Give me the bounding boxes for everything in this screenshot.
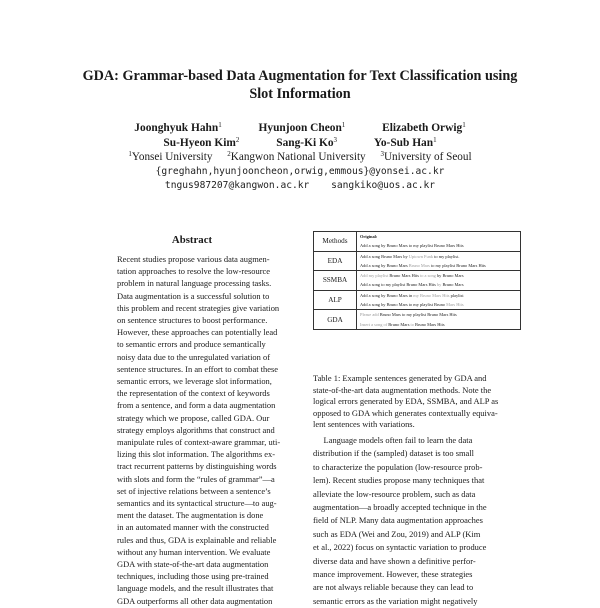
intro-line: field of NLP. Many data augmentation approaches: [313, 515, 483, 526]
abstract-line: on sentence structures to boost performance.: [117, 315, 268, 326]
intro-line: augmentation—a broadly accepted technique in the: [313, 502, 487, 513]
abstract-line: problem in natural language processing tasks.: [117, 278, 272, 289]
intro-line: are not always reliable because they can lead to: [313, 582, 474, 593]
example-sentence: Add a song Bruno Mars by Uptown Funk to my playlist.: [360, 253, 460, 259]
example-sentence: Add a song by Bruno Mars to my playlist Bruno Mars Hits: [360, 302, 464, 308]
abstract-line: strategy employs algorithms that construct and: [117, 424, 275, 435]
intro-line: diverse data and have shown a definitive perfor-: [313, 555, 476, 566]
table-caption: [313, 373, 523, 431]
authors-row-2: [0, 136, 600, 149]
abstract-line: without any human intervention. We evaluate: [117, 546, 271, 557]
abstract-line: lizing this slot information. The algorithms ex-: [117, 449, 276, 460]
caption-line: logical errors generated by EDA, SSMBA, and ALP as: [313, 396, 499, 406]
table-header-row: [314, 232, 521, 252]
abstract-line: strategy which we propose, called GDA. Our: [117, 412, 270, 423]
example-sentence: Add a song to my playlist Bruno Mars Hits by Bruno Mars: [360, 282, 464, 288]
intro-line: such as EDA (Wei and Zou, 2019) and ALP (Kim: [313, 528, 481, 539]
email: tngus987207@kangwon.ac.kr: [164, 180, 310, 191]
abstract-line: Data augmentation is a successful solution to: [117, 290, 270, 301]
abstract-line: this problem and recent strategies give variation: [117, 302, 280, 313]
abstract-line: GDA with state-of-the-art data augmentation: [117, 559, 269, 570]
intro-line: mance improvement. However, these strategies: [313, 569, 473, 580]
abstract-line: tract recurrent patterns by distinguishing words: [117, 461, 277, 472]
example-sentence: Please add Bruno Mars to my playlist Bruno Mars Hits: [360, 312, 457, 318]
affiliation: $^1$Yonsei University: [128, 150, 213, 163]
example-sentence: Add a song by Bruno Mars Bruno Mars to my playlist Bruno Mars Hits: [360, 262, 486, 268]
original-cell: Original: Add a song by Bruno Mars to my playlist Bruno Mars Hits: [357, 232, 521, 252]
author: Sang-Ki Ko$^3$: [276, 136, 338, 149]
sentences-cell: [357, 251, 521, 271]
abstract-line: However, these approaches can potentially lead: [117, 327, 278, 338]
email: sangkiko@uos.ac.kr: [331, 180, 436, 191]
intro-line: to characterize the population (low-resource prob-: [313, 461, 483, 472]
abstract-heading: Abstract: [171, 234, 213, 246]
abstract-line: semantics and its syntactical structure—to aug-: [117, 498, 277, 509]
intro-paragraph: [313, 434, 527, 608]
caption-line: opposed to GDA which generates contextually equiva-: [313, 407, 498, 418]
sentences-cell: [357, 290, 521, 310]
abstract-line: language models, and the result illustrates that: [117, 583, 274, 594]
abstract-line: GDA outperforms all other data augmentation: [117, 595, 273, 606]
intro-line: Language models often fail to learn the data: [313, 435, 473, 445]
intro-line: et al., 2022) focus on syntactic variation to produce: [313, 542, 487, 553]
authors-row-1: [0, 121, 600, 134]
caption-line: Table 1: Example sentences generated by GDA and: [313, 373, 487, 383]
intro-line: distribution if the (sampled) dataset is too small: [313, 448, 474, 459]
intro-line: semantic errors as the variation might negatively: [313, 595, 478, 606]
abstract-line: techniques, including those using pre-trained: [117, 571, 269, 582]
abstract-body: [117, 253, 281, 607]
affiliations: [0, 150, 600, 163]
abstract-line: semantic errors, we leverage slot information,: [117, 376, 272, 387]
table-row: [314, 271, 521, 291]
example-table: [313, 231, 521, 330]
example-sentence: Add my playlist Bruno Mars Hits to a song by Bruno Mars: [360, 273, 464, 279]
author: Yo-Sub Han$^1$: [373, 136, 437, 149]
title-line-1: GDA: Grammar-based Data Augmentation for Text Classification using: [82, 68, 518, 84]
email-line-2: [0, 180, 600, 191]
abstract-line: set of injective relations between a sentence’s: [117, 485, 271, 496]
abstract-line: the representation of the context of keywords: [117, 388, 270, 399]
abstract-line: with slots and form the “rules of grammar”—a: [117, 473, 275, 484]
abstract-line: tation approaches to resolve the low-resource: [117, 266, 270, 277]
method-cell: GDA: [314, 310, 357, 330]
affiliation: $^2$Kangwon National University: [227, 150, 366, 163]
author: Hyunjoon Cheon$^1$: [258, 121, 346, 134]
method-cell: EDA: [314, 251, 357, 271]
abstract-line: ment the dataset. The augmentation is done: [117, 510, 264, 521]
affiliation: $^3$University of Seoul: [380, 150, 472, 163]
methods-header: Methods: [314, 232, 357, 252]
abstract-line: in an automated manner with the constructed: [117, 522, 269, 533]
method-cell: ALP: [314, 290, 357, 310]
sentences-cell: [357, 271, 521, 291]
author: Joonghyuk Hahn$^1$: [134, 121, 222, 134]
abstract-line: from a sentence, and form a data augmentation: [117, 400, 276, 411]
method-cell: SSMBA: [314, 271, 357, 291]
abstract-line: manipulate rules of context-aware grammar, uti-: [117, 437, 281, 448]
author: Su-Hyeon Kim$^2$: [163, 136, 240, 149]
table-row: [314, 251, 521, 271]
table-row: [314, 310, 521, 330]
abstract-line: rules and thus, GDA is explainable and reliable: [117, 534, 277, 545]
paper-title: [0, 67, 600, 103]
example-sentence: Add a song by Bruno Mars in my Bruno Mars Hits playlist: [360, 292, 464, 298]
caption-line: state-of-the-art data augmentation methods. Note the: [313, 384, 492, 395]
intro-line: lem). Recent studies propose many techniques that: [313, 475, 485, 486]
abstract-line: sentence structures. In an effort to combat these: [117, 363, 279, 374]
abstract-line: to semantic errors and produce semantically: [117, 339, 266, 350]
caption-line: lent sentences with variations.: [313, 419, 415, 429]
title-line-2: Slot Information: [249, 86, 351, 102]
table-row: [314, 290, 521, 310]
sentences-cell: [357, 310, 521, 330]
intro-line: alleviate the low-resource problem, such as data: [313, 488, 476, 499]
abstract-line: Recent studies propose various data augmen-: [117, 254, 270, 264]
example-sentence: Insert a song of Bruno Mars to Bruno Mars Hits: [360, 321, 445, 327]
email-line-1: {greghahn,hyunjooncheon,orwig,emmous}@yonsei.ac.kr: [155, 166, 445, 177]
abstract-line: noisy data due to the unregulated variation of: [117, 351, 270, 362]
author: Elizabeth Orwig$^1$: [382, 121, 466, 134]
